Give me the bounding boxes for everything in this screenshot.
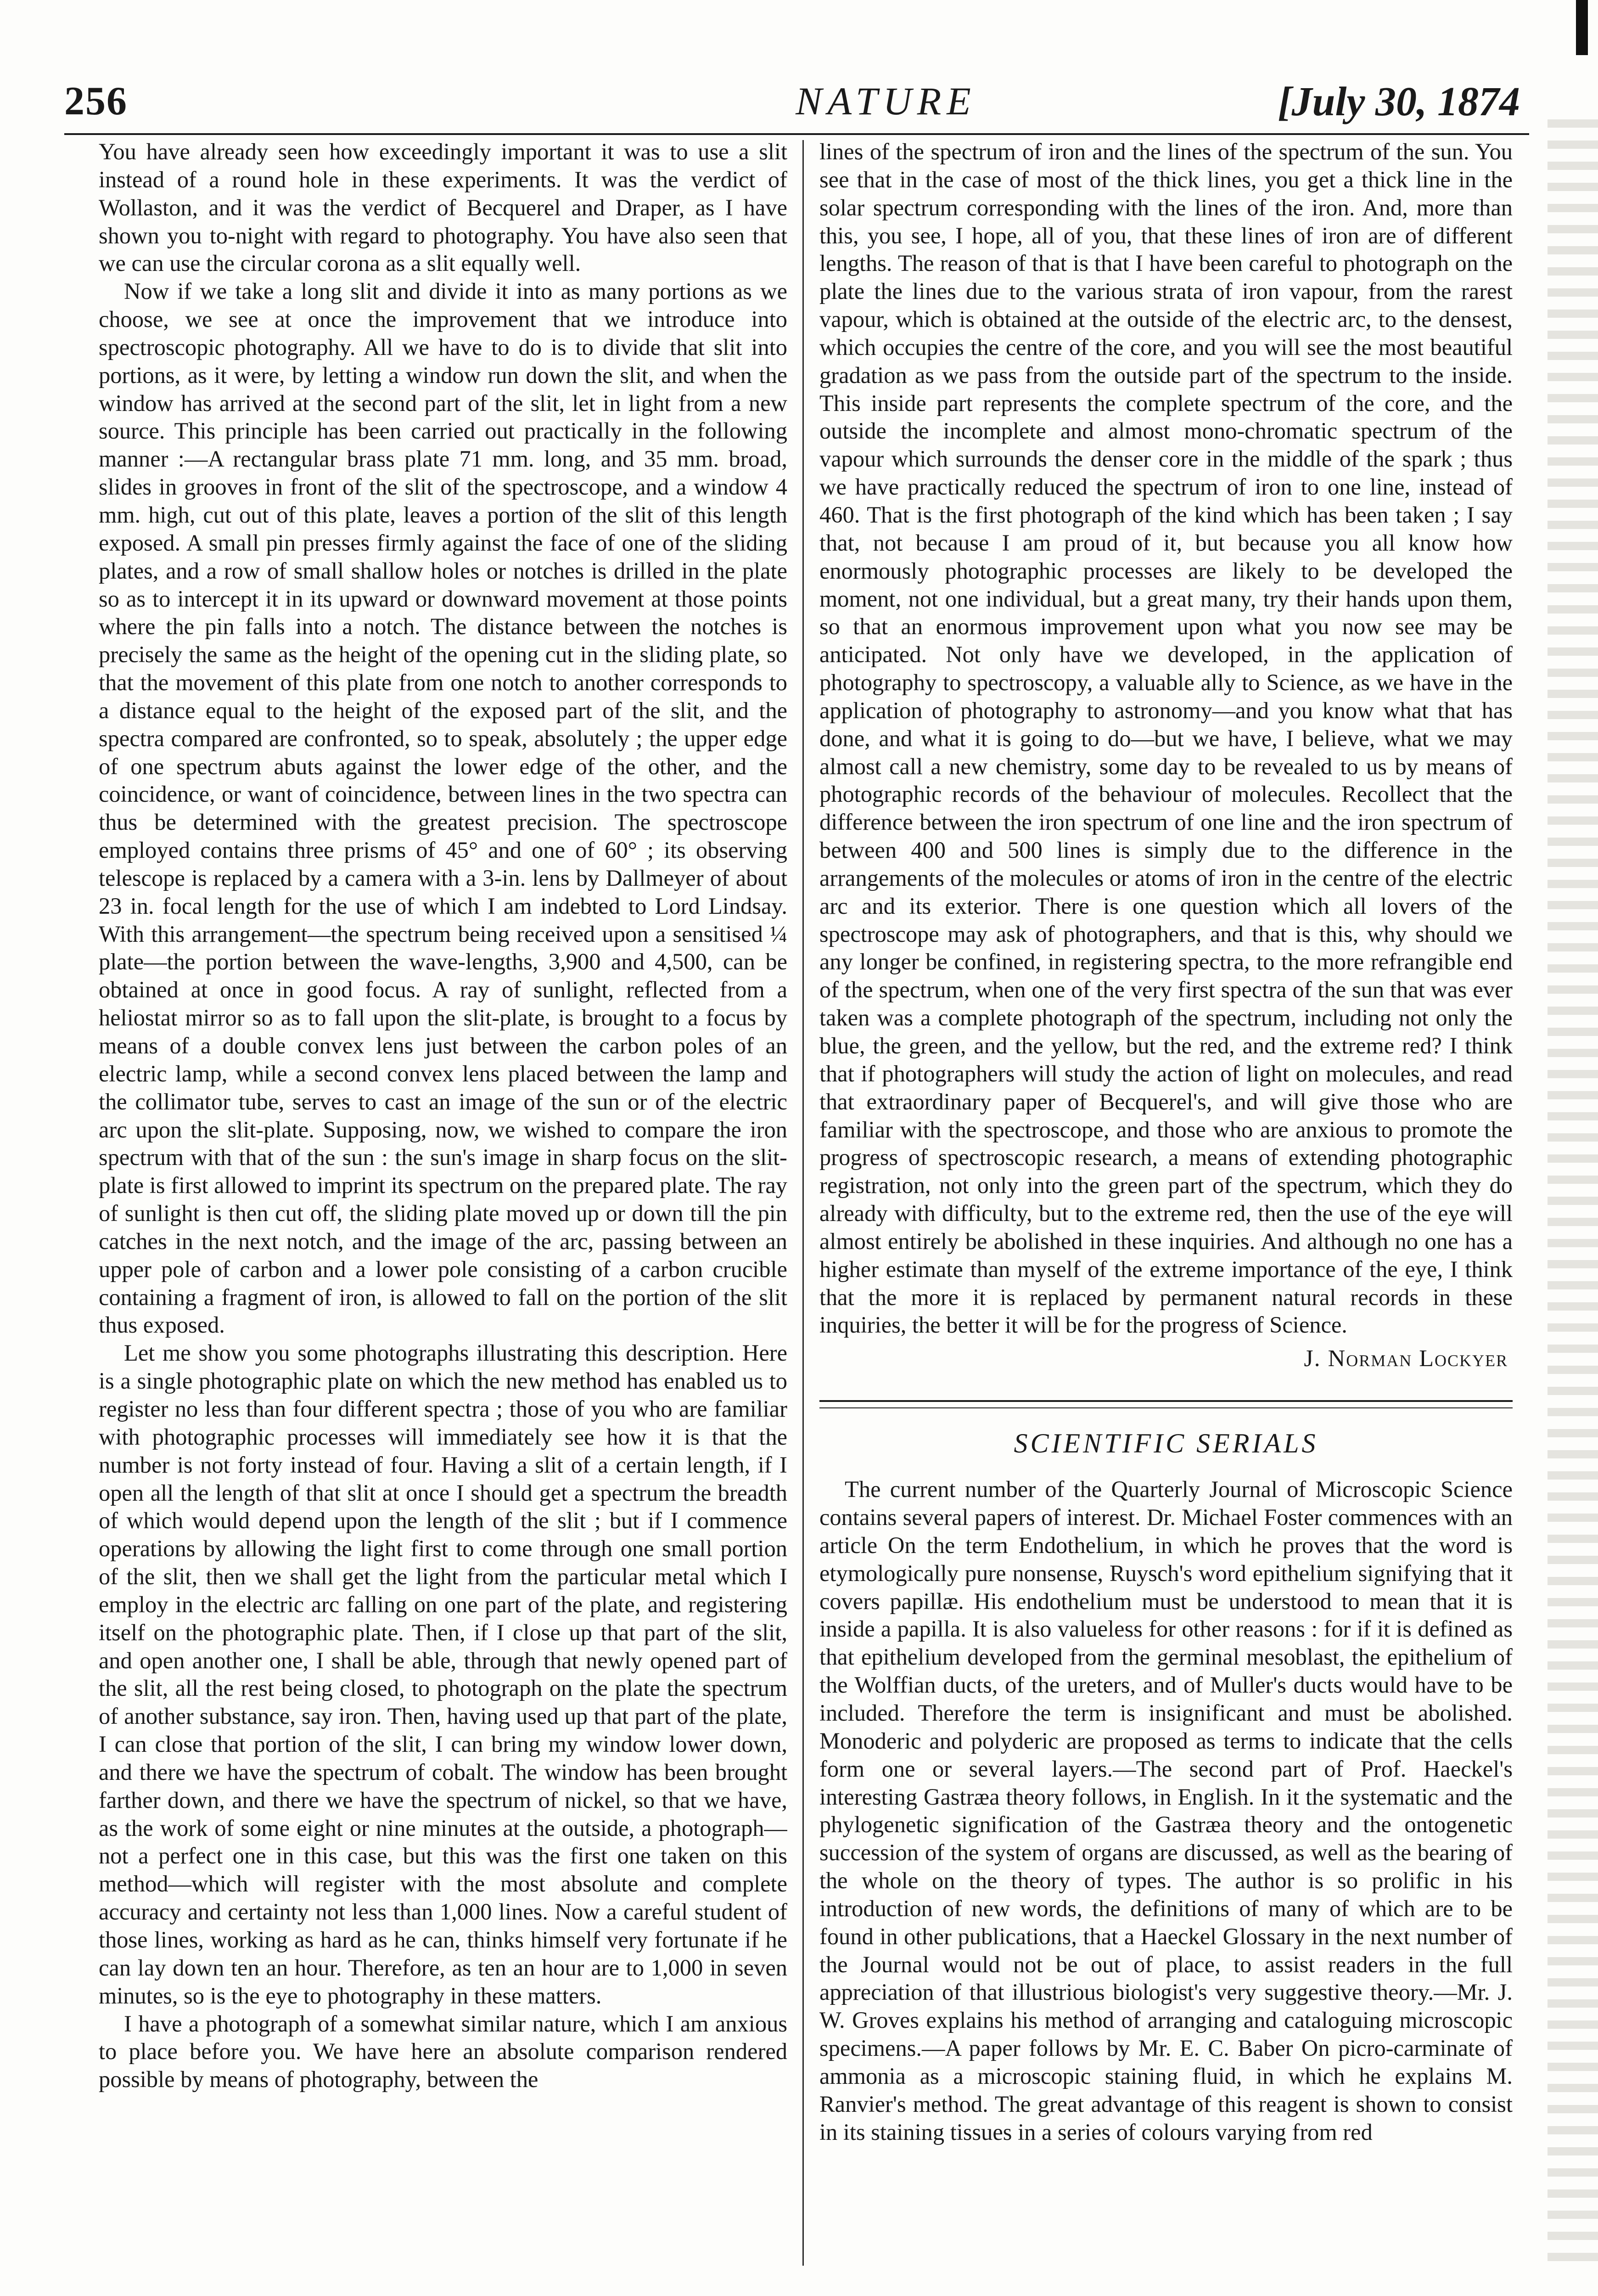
- left-column: [99, 138, 787, 2270]
- page-header: [64, 55, 1529, 133]
- page-number: 256: [64, 79, 128, 124]
- issue-date: [July 30, 1874: [1278, 79, 1520, 124]
- left-paragraph: Now if we take a long slit and divide it into as many portions as we choose, we see at once the improvement that we introduce into spectroscopic photography. All we have to do is to divide that slit into portions, as it were, by letting a window run down the slit, and when the window has arrived at the second part of the slit, let in light from a new source. This principle has been carried out practically in the following manner :—A rectangular brass plate 71 mm. long, and 35 mm. broad, slides in grooves in front of the slit of the spectroscope, and a window 4 mm. high, cut out of this plate, leaves a portion of the slit of this length exposed. A small pin presses firmly against the face of one of the sliding plates, and a row of small shallow holes or notches is drilled in the plate so as to intercept it in its upward or downward movement at those points where the pin falls into a notch. The distance between the notches is precisely the same as the height of the opening cut in the sliding plate, so that the movement of this plate from one notch to another corresponds to a distance equal to the height of the exposed part of the slit, and the spectra compared are confronted, so to speak, absolutely ; the upper edge of one spectrum abuts against the lower edge of the other, and the coincidence, or want of coincidence, between lines in the two spectra can thus be determined with the greatest precision. The spectroscope employed contains three prisms of 45° and one of 60° ; its observing telescope is replaced by a camera with a 3-in. lens by Dallmeyer of about 23 in. focal length for the use of which I am indebted to Lord Lindsay. With this arrangement—the spectrum being received upon a sensitised ¼ plate—the portion between the wave-lengths, 3,900 and 4,500, can be obtained at once in good focus. A ray of sunlight, reflected from a heliostat mirror so as to fall upon the slit-plate, is brought to a focus by means of a double convex lens just between the carbon poles of an electric lamp, while a second convex lens placed between the lamp and the collimator tube, serves to cast an image of the sun or of the electric arc upon the slit-plate. Supposing, now, we wished to compare the iron spectrum with that of the sun : the sun's image in sharp focus on the slit-plate is first allowed to imprint its spectrum on the prepared plate. The ray of sunlight is then cut off, the sliding plate moved up or down till the pin catches in the next notch, and the image of the arc, passing between an upper pole of carbon and a lower pole consisting of a carbon crucible containing a fragment of iron, is allowed to fall on the portion of the slit thus exposed.: [99, 278, 787, 1338]
- journal-title: NATURE: [796, 79, 976, 123]
- author-signature: J. Norman Lockyer: [1304, 1345, 1508, 1372]
- binding-edge-mark: [1576, 0, 1588, 55]
- serials-paragraph: The current number of the Quarterly Journal of Microscopic Science contains several papers of interest. Dr. Michael Foster commences with an article On the term Endothelium, in which he proves that the word is etymologically pure nonsense, Ruysch's word epithelium signifying that it covers papillæ. His endothelium must be understood to mean that it is inside a papilla. It is also valueless for other reasons : for if it is defined as that epithelium developed from the germinal mesoblast, the epithelium of the Wolffian ducts, of the ureters, and of Muller's ducts would have to be included. Therefore the term is insignificant and must be abolished. Monoderic and polyderic are proposed as terms to indicate that the cells form one or several layers.—The second part of Prof. Haeckel's interesting Gastræa theory follows, in English. In it the systematic and the phylogenetic signification of the Gastræa theory and the ontogenetic succession of the system of organs are discussed, as well as the bearing of the whole on the theory of types. The author is so prolific in his introduction of new words, the definitions of many of which are to be found in other publications, that a Haeckel Glossary in the next number of the Journal would not be out of place, to assist readers in the full appreciation of that illustrious biologist's very suggestive theory.—Mr. J. W. Groves explains his method of arranging and cataloguing microscopic specimens.—A paper follows by Mr. E. C. Baber On picro-carminate of ammonia as a microscopic staining fluid, in which he explains M. Ranvier's method. The great advantage of this reagent is shown to consist in its staining tissues in a series of colours varying from red: [819, 1476, 1513, 2145]
- header-rule: [64, 133, 1529, 135]
- section-rule: [819, 1400, 1513, 1408]
- left-paragraph: I have a photograph of a somewhat similar nature, which I am anxious to place before you. We have here an absolute comparison rendered possible by means of photography, between the: [99, 2010, 787, 2093]
- section-title: SCIENTIFIC SERIALS: [1014, 1428, 1318, 1458]
- left-paragraph: Let me show you some photographs illustrating this description. Here is a single photographic plate on which the new method has enabled us to register no less than four different spectra ; those of you who are familiar with photographic processes will immediately see how it is that the number is not forty instead of four. Having a slit of a certain length, if I open all the length of that slit at once I should get a spectrum the breadth of which would depend upon the length of the slit ; but if I commence operations by allowing the light first to come through one small portion of the slit, then we shall get the light from the particular metal which I employ in the electric arc falling on one part of the plate, and registering itself on the photographic plate. Then, if I close up that part of the slit, and open another one, I shall be able, through that newly opened part of the slit, all the rest being closed, to photograph on the plate the spectrum of another substance, say iron. Then, having used up that part of the plate, I can close that portion of the slit, I can bring my window lower down, and there we have the spectrum of cobalt. The window has been brought farther down, and there we have the spectrum of nickel, so that we have, as the work of some eight or nine minutes at the outside, a photograph—not a perfect one in this case, but this was the first one taken on this method—which will register with the most absolute and complete accuracy and certainty not less than 1,000 lines. Now a careful student of those lines, working as hard as he can, thinks himself very fortunate if he can lay down ten an hour. Therefore, as ten an hour are to 1,000 in seven minutes, so is the eye to photography in these matters.: [99, 1340, 787, 2009]
- column-divider: [802, 140, 804, 2266]
- right-paragraph: lines of the spectrum of iron and the lines of the spectrum of the sun. You see that in the case of most of the thick lines, you get a thick line in the solar spectrum corresponding with the lines of the iron. And, more than this, you see, I hope, all of you, that these lines of iron are of different lengths. The reason of that is that I have been careful to photograph on the plate the lines due to the various strata of iron vapour, from the rarest vapour, which is obtained at the outside of the electric arc, to the densest, which occupies the centre of the core, and you will see the most beautiful gradation as we pass from the outside part of the spectrum to the inside. This inside part represents the complete spectrum of the core, and the outside the incomplete and almost mono-chromatic spectrum of the vapour which surrounds the denser core in the middle of the spark ; thus we have practically reduced the spectrum of iron to one line, instead of 460. That is the first photograph of the kind which has been taken ; I say that, not because I am proud of it, but because you all know how enormously photographic processes are likely to be developed the moment, not one individual, but a great many, try their hands upon them, so that an enormous improvement upon what you now see may be anticipated. Not only have we developed, in the application of photography to spectroscopy, a valuable ally to Science, as we have in the application of photography to astronomy—and you know what that has done, and what it is going to do—but we have, I believe, what we may almost call a new chemistry, some day to be revealed to us by means of photographic records of the behaviour of molecules. Recollect that the difference between the iron spectrum of one line and the iron spectrum of between 400 and 500 lines is simply due to the difference in the arrangements of the molecules or atoms of iron in the centre of the electric arc and its exterior. There is one question which all lovers of the spectroscope may ask of photographers, and that is this, why should we any longer be confined, in registering spectra, to the more refrangible end of the spectrum, when one of the very first spectra of the sun that was ever taken was a complete photograph of the spectrum, including not only the blue, the green, and the yellow, but the red, and the extreme red? I think that if photographers will study the action of light on molecules, and read that extraordinary paper of Becquerel's, and will give those who are familiar with the spectroscope, and those who are anxious to promote the progress of spectroscopic research, a means of extending photographic registration, not only into the green part of the spectrum, which they do already with difficulty, but to the extreme red, then the use of the eye will almost entirely be abolished in these inquiries. And although no one has a higher estimate than myself of the extreme importance of the eye, I think that the more it is replaced by permanent natural records in these inquiries, the better it will be for the progress of Science.: [819, 139, 1513, 1338]
- adjacent-page-edge: [1548, 119, 1598, 2266]
- left-paragraph: You have already seen how exceedingly important it was to use a slit instead of a round hole in these experiments. It was the verdict of Wollaston, and it was the verdict of Becquerel and Draper, as I have shown you to-night with regard to photography. You have also seen that we can use the circular corona as a slit equally well.: [99, 139, 787, 276]
- right-column: [819, 138, 1513, 2270]
